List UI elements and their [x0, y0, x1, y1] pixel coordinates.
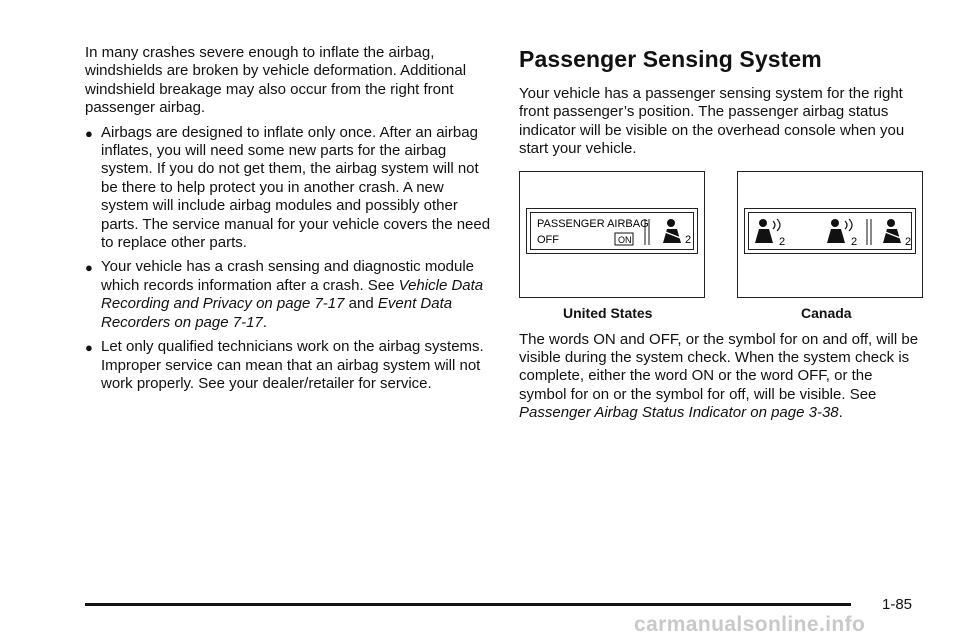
passenger-seat-icon [645, 219, 683, 245]
bullet-dot-icon: ● [85, 260, 93, 276]
bullet-item [85, 124, 495, 253]
canada-figure-caption: Canada [801, 304, 852, 321]
canada-indicator-figure [737, 171, 923, 298]
bullet-dot-icon: ● [85, 125, 93, 141]
canada-panel-graphic [749, 213, 921, 249]
passenger-seat-icon [867, 219, 911, 248]
section-heading: Passenger Sensing System [519, 46, 822, 72]
bullet-text: Airbags are designed to inflate only once. After an airbag inflates, you will need some new parts for the airbag system. If you do not get them, the airbag system will not be there to help protect you in another crash. A new system will include airbag modules and possibly other parts. The service manual for your vehicle covers the need to replace other parts. [101, 123, 491, 252]
us-panel-graphic [531, 213, 703, 249]
svg-text:2: 2 [779, 235, 786, 248]
panel-seat-number: 2 [685, 233, 692, 246]
indicator-figures [519, 171, 924, 331]
bullet-list [85, 124, 495, 394]
body-paragraph: The words ON and OFF, or the symbol for on and off, will be visible during the system check. When the system check is complete, either the word ON or the word OFF, or the symbol for on or the symbol for off, will be visible. See Passenger Airbag Status Indicator on page 3-38. [519, 330, 919, 422]
watermark: carmanualsonline.info [634, 613, 866, 636]
intro-paragraph: In many crashes severe enough to inflate the airbag, windshields are broken by vehicle deformation. Additional windshield breakage may also occur from the right front passenger airbag. [85, 44, 467, 117]
bullet-item [85, 338, 495, 393]
bullet-text: Your vehicle has a crash sensing and diagnostic module which records information after a crash. See [101, 258, 475, 294]
section-intro: Your vehicle has a passenger sensing system for the right front passenger’s position. The passenger airbag status indicator will be visible on the overhead console when you start your vehicle. [519, 85, 905, 158]
bullet-item [85, 258, 495, 332]
us-figure-caption: United States [563, 304, 653, 321]
footer-rule [85, 603, 851, 606]
bullet-text: Let only qualified technicians work on the airbag systems. Improper service can mean that an airbag system will not work properly. See your dealer/retailer for service. [101, 338, 484, 392]
svg-text:2: 2 [851, 235, 858, 248]
us-indicator-panel [526, 208, 698, 254]
cross-reference-link[interactable]: Passenger Airbag Status Indicator on page 3-38 [519, 404, 839, 422]
panel-on-label: ON [618, 234, 632, 245]
bullet-text: and [344, 295, 378, 313]
bullet-dot-icon: ● [85, 340, 93, 356]
left-column [85, 44, 495, 399]
canada-indicator-panel [744, 208, 916, 254]
airbag-off-icon [827, 219, 857, 248]
us-indicator-figure [519, 171, 705, 298]
cross-reference-link[interactable]: Vehicle Data Recording and Privacy on page 7-17 [101, 276, 484, 313]
page-number: 1-85 [882, 596, 913, 613]
bullet-text: . [262, 313, 267, 331]
right-column [519, 44, 924, 423]
airbag-on-icon [755, 219, 785, 248]
panel-label: PASSENGER AIRBAG [537, 217, 649, 230]
cross-reference-link[interactable]: Event Data Recorders on page 7-17 [101, 295, 453, 331]
svg-text:2: 2 [905, 235, 912, 248]
panel-off-label: OFF [537, 233, 559, 246]
